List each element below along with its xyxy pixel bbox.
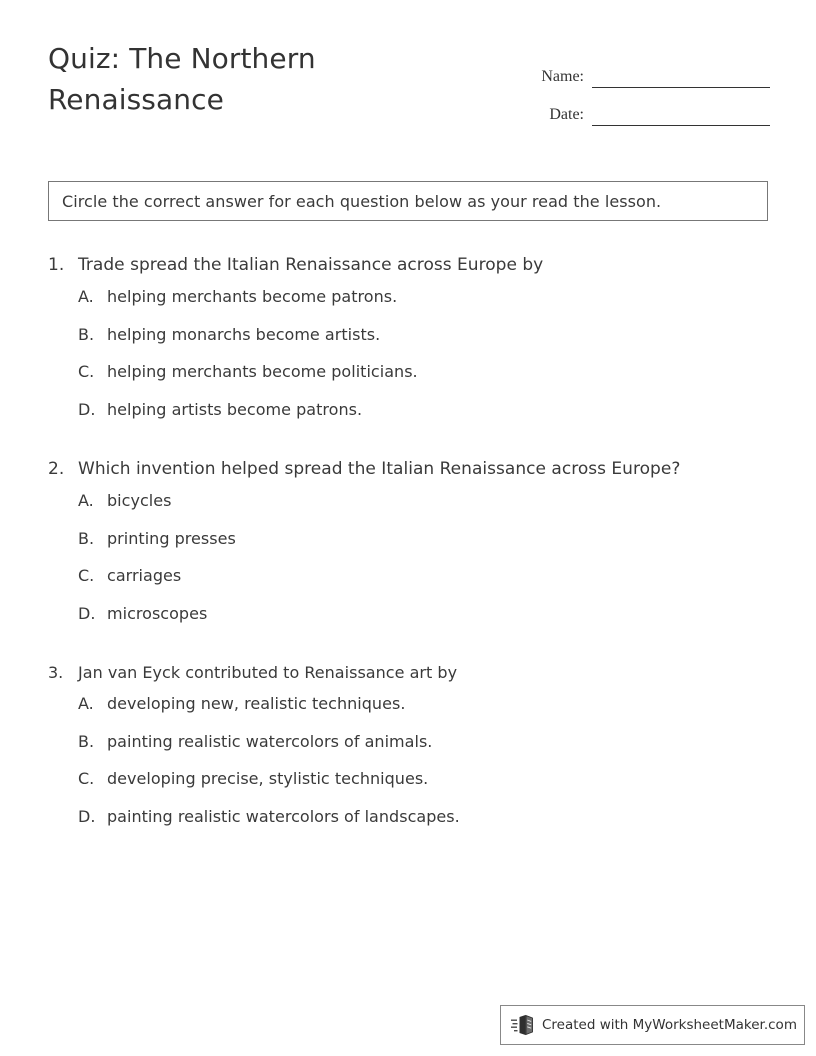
option-text: painting realistic watercolors of landscapes. (107, 806, 460, 826)
answer-option[interactable] (78, 400, 816, 438)
answer-option[interactable] (78, 604, 816, 642)
answer-option[interactable] (78, 732, 816, 770)
option-list (0, 491, 816, 641)
name-row (520, 50, 770, 88)
answer-option[interactable] (78, 362, 816, 400)
date-row (520, 88, 770, 126)
option-letter: A. (78, 491, 94, 510)
option-list (0, 287, 816, 437)
question-item (0, 255, 816, 437)
option-letter: B. (78, 731, 95, 751)
question-stem (0, 663, 816, 682)
option-list (0, 694, 816, 844)
name-label: Name: (541, 68, 584, 85)
option-letter: D. (78, 603, 96, 623)
question-item (0, 663, 816, 844)
question-item (0, 459, 816, 641)
option-text: helping merchants become patrons. (107, 287, 398, 306)
question-stem (0, 459, 816, 479)
badge-label: Created with MyWorksheetMaker.com (542, 1017, 797, 1033)
option-text: helping monarchs become artists. (107, 324, 381, 344)
question-number: 2. (48, 459, 65, 479)
option-text: helping artists become patrons. (107, 399, 363, 419)
answer-option[interactable] (78, 566, 816, 604)
instructions-text: Circle the correct answer for each question below as your read the lesson. (62, 191, 662, 211)
worksheet-maker-badge[interactable] (500, 1005, 805, 1045)
answer-option[interactable] (78, 491, 816, 529)
option-letter: A. (78, 287, 94, 306)
question-text: Jan van Eyck contributed to Renaissance art by (78, 663, 458, 682)
instructions-box (48, 181, 768, 221)
question-text: Which invention helped spread the Italian Renaissance across Europe? (78, 459, 681, 479)
option-text: microscopes (107, 603, 208, 623)
name-input-line[interactable] (592, 67, 770, 88)
question-text: Trade spread the Italian Renaissance across Europe by (78, 255, 544, 275)
option-text: bicycles (107, 491, 172, 510)
question-stem (0, 255, 816, 275)
page-header (0, 0, 816, 150)
option-letter: B. (78, 324, 95, 344)
question-number: 1. (48, 255, 65, 275)
option-letter: C. (78, 769, 95, 788)
answer-option[interactable] (78, 325, 816, 363)
option-text: painting realistic watercolors of animals. (107, 731, 433, 751)
page-title: Quiz: The Northern Renaissance (48, 42, 316, 116)
question-number: 3. (48, 663, 64, 682)
name-date-block (520, 50, 770, 126)
option-letter: A. (78, 694, 94, 713)
option-text: printing presses (107, 528, 236, 548)
option-text: developing precise, stylistic techniques. (107, 769, 429, 788)
answer-option[interactable] (78, 769, 816, 807)
questions-list (0, 255, 816, 866)
answer-option[interactable] (78, 529, 816, 567)
date-input-line[interactable] (592, 105, 770, 126)
option-text: developing new, realistic techniques. (107, 694, 406, 713)
answer-option[interactable] (78, 287, 816, 325)
option-letter: D. (78, 399, 96, 419)
answer-option[interactable] (78, 807, 816, 845)
option-letter: C. (78, 362, 95, 381)
option-letter: B. (78, 528, 95, 548)
option-letter: D. (78, 806, 96, 826)
answer-option[interactable] (78, 694, 816, 732)
date-label: Date: (549, 106, 584, 123)
option-text: helping merchants become politicians. (107, 362, 418, 381)
worksheet-maker-logo-icon (511, 1013, 537, 1037)
option-letter: C. (78, 566, 95, 585)
option-text: carriages (107, 566, 182, 585)
